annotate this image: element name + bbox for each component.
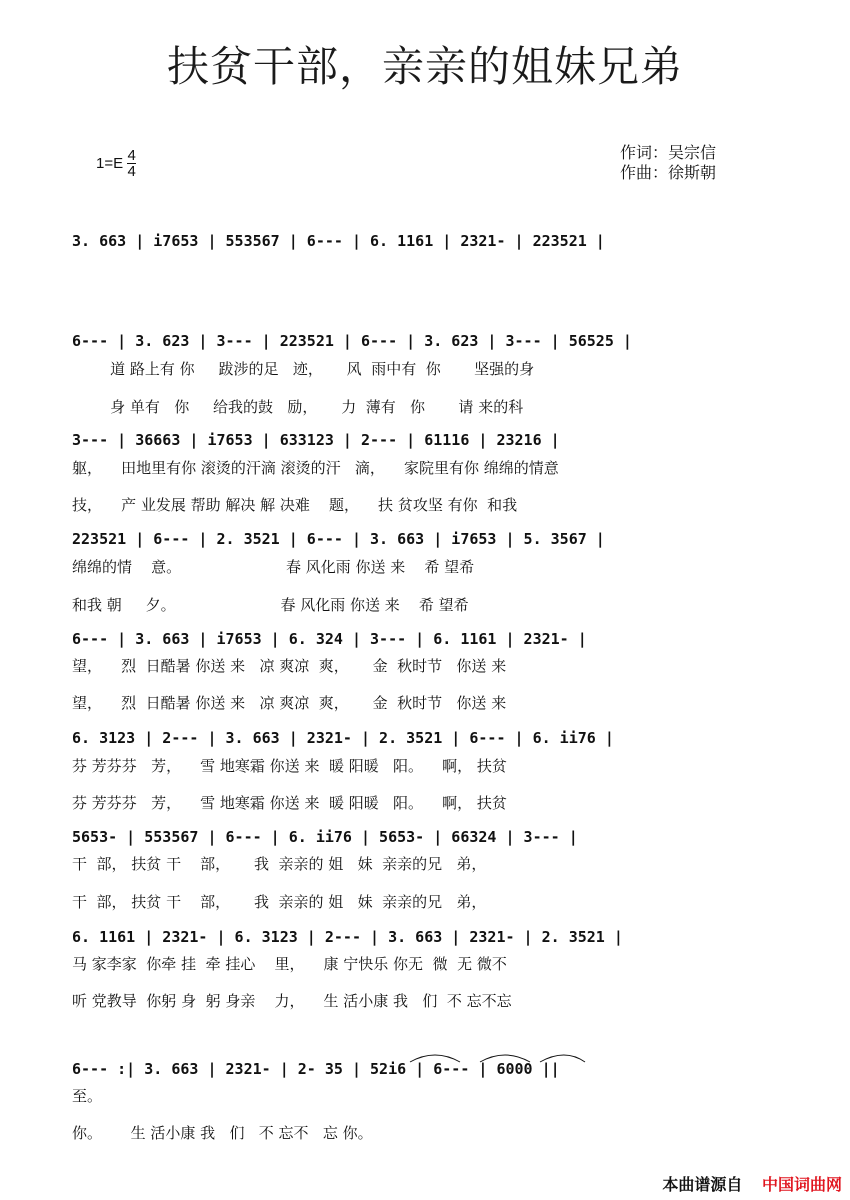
lyric-row-8-verse-1: 马 家李家 你牵 挂 牵 挂心 里， 康 宁快乐 你无 微 无 微不 [72,955,507,973]
notation-row-8: 6. 1161 | 2321- | 6. 3123 | 2--- | 3. 663 | 2321- | 2. 3521 | [72,928,623,946]
notation-row-4: 223521 | 6--- | 2. 3521 | 6--- | 3. 663 | i7653 | 5. 3567 | [72,530,605,548]
lyric-row-4-verse-2: 和我 朝 夕。 春 风化雨 你送 来 希 望希 [72,596,469,614]
lyric-row-4-verse-1: 绵绵的情 意。 春 风化雨 你送 来 希 望希 [72,558,475,576]
time-signature [127,148,136,179]
notation-row-5: 6--- | 3. 663 | i7653 | 6. 324 | 3--- | 6. 1161 | 2321- | [72,630,587,648]
lyric-row-9-verse-1: 至。 [72,1087,103,1105]
key-signature [96,148,136,179]
notation-row-9: 6--- :| 3. 663 | 2321- | 2- 35 | 52i6 | 6--- | 6000 || [72,1060,560,1078]
notation-row-6: 6. 3123 | 2--- | 3. 663 | 2321- | 2. 3521 | 6--- | 6. ii76 | [72,729,614,747]
lyric-row-2-verse-1: 道 路上有 你 跋涉的足 迹， 风 雨中有 你 坚强的身 [72,360,535,378]
lyric-row-7-verse-2: 干 部， 扶贫 干 部， 我 亲亲的 姐 妹 亲亲的兄 弟， [72,893,487,911]
lyricist: 作词：吴宗信 [620,143,717,162]
lyric-row-6-verse-1: 芬 芳芬芬 芳， 雪 地寒霜 你送 来 暖 阳暖 阳。 啊， 扶贫 [72,757,507,775]
lyric-row-9-verse-2: 你。 生 活小康 我 们 不 忘不 忘 你。 [72,1124,373,1142]
credits [620,143,716,183]
lyric-row-5-verse-1: 望， 烈 日酷暑 你送 来 凉 爽凉 爽， 金 秋时节 你送 来 [72,657,507,675]
lyric-row-8-verse-2: 听 党教导 你躬 身 躬 身亲 力， 生 活小康 我 们 不 忘不忘 [72,992,512,1010]
notation-row-3: 3--- | 36663 | i7653 | 633123 | 2--- | 61116 | 23216 | [72,431,560,449]
notation-row-7: 5653- | 553567 | 6--- | 6. ii76 | 5653- | 66324 | 3--- | [72,828,578,846]
lyric-row-6-verse-2: 芬 芳芬芬 芳， 雪 地寒霜 你送 来 暖 阳暖 阳。 啊， 扶贫 [72,794,507,812]
source-site-link[interactable]: 中国词曲网 [761,1175,842,1194]
notation-row-1: 3. 663 | i7653 | 553567 | 6--- | 6. 1161 | 2321- | 223521 | [72,232,605,250]
time-bottom: 4 [127,163,136,180]
lyric-row-5-verse-2: 望， 烈 日酷暑 你送 来 凉 爽凉 爽， 金 秋时节 你送 来 [72,694,507,712]
time-top: 4 [127,147,136,164]
key-label: 1=E [96,155,124,172]
composer: 作曲：徐斯朝 [620,163,717,182]
source-footer [662,1172,842,1195]
source-label: 本曲谱源自 [662,1175,743,1194]
lyric-row-7-verse-1: 干 部， 扶贫 干 部， 我 亲亲的 姐 妹 亲亲的兄 弟， [72,855,487,873]
lyric-row-2-verse-2: 身 单有 你 给我的鼓 励， 力 薄有 你 请 来的科 [72,398,524,416]
notation-row-2: 6--- | 3. 623 | 3--- | 223521 | 6--- | 3. 623 | 3--- | 56525 | [72,332,632,350]
song-title: 扶贫干部，亲亲的姐妹兄弟 [166,42,683,91]
lyric-row-3-verse-2: 技， 产 业发展 帮助 解决 解 决难 题， 扶 贫攻坚 有你 和我 [72,496,518,514]
lyric-row-3-verse-1: 躯， 田地里有你 滚烫的汗滴 滚烫的汗 滴， 家院里有你 绵绵的情意 [72,459,559,477]
